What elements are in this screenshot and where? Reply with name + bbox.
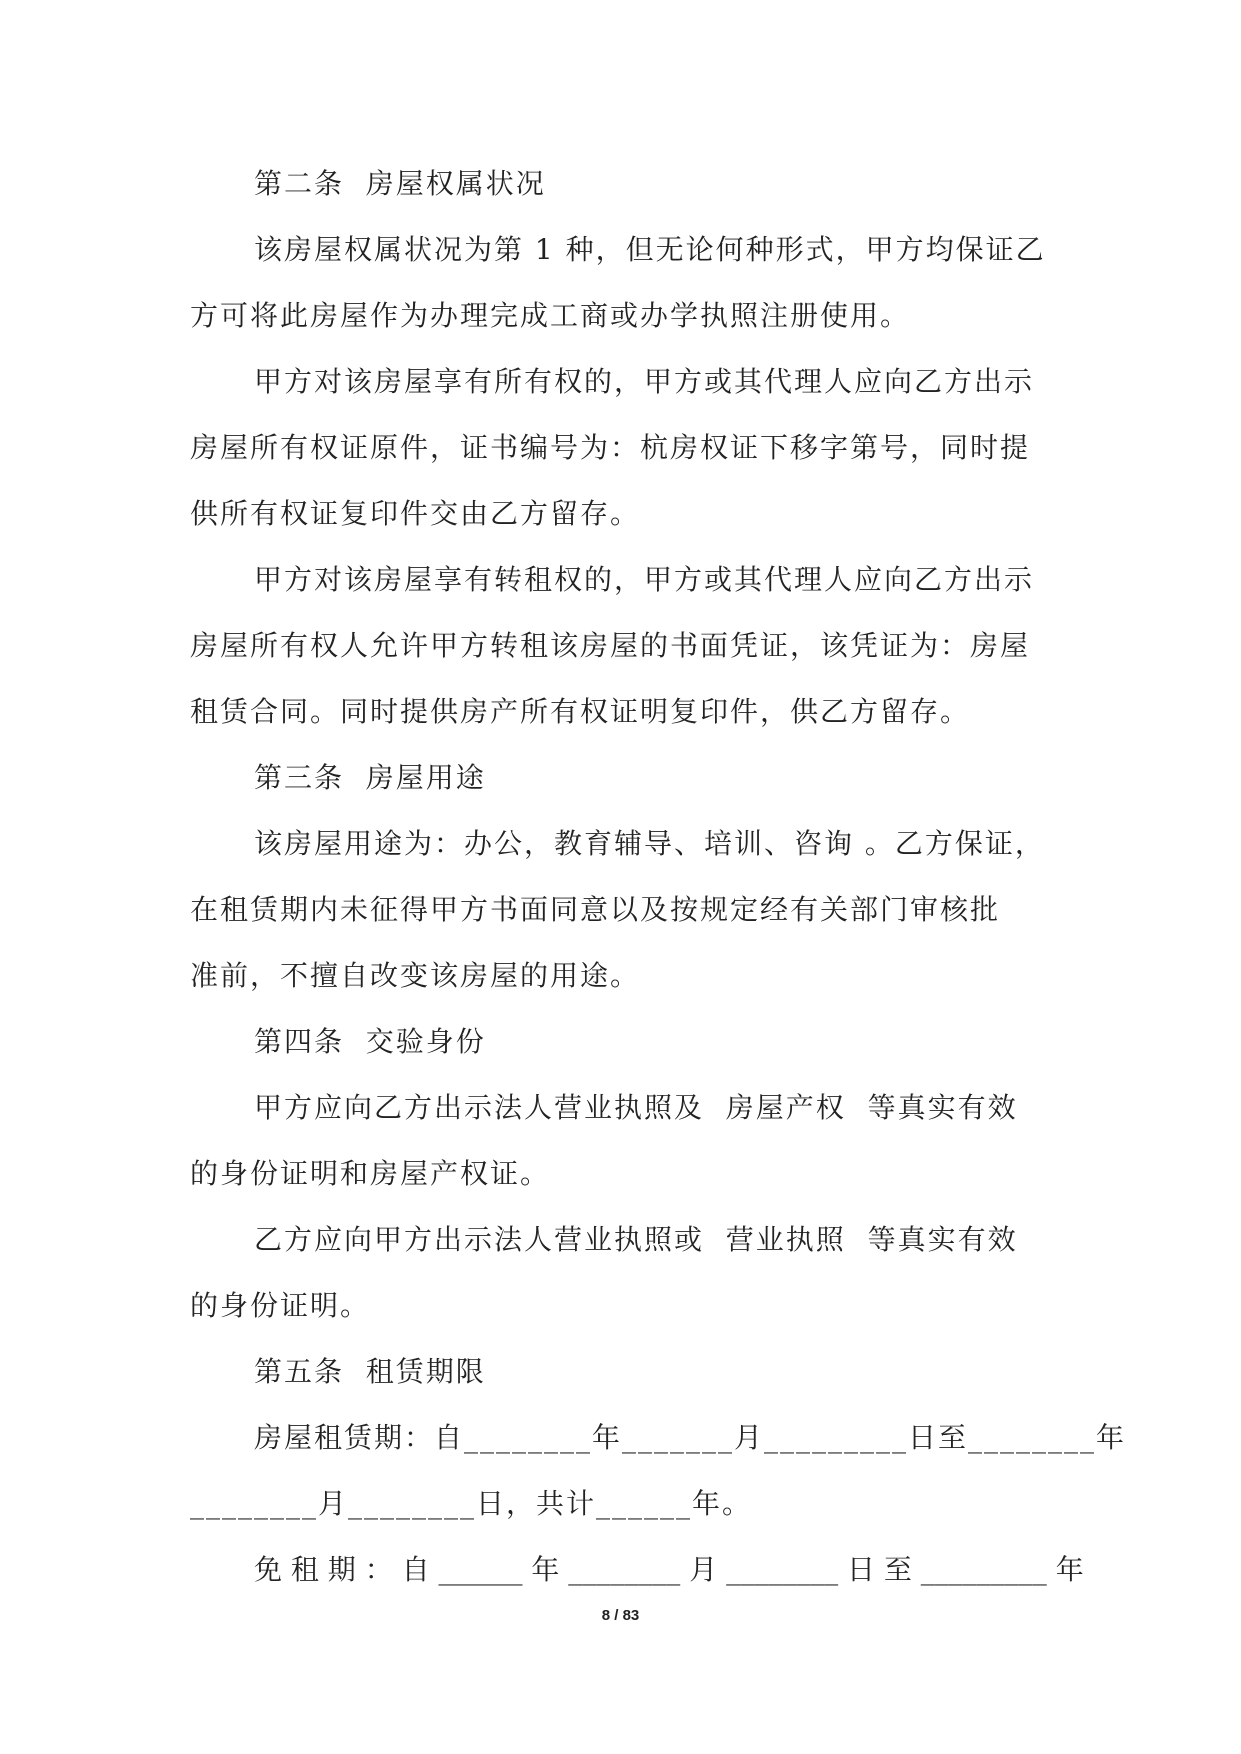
paragraph-line: 的身份证明和房屋产权证。 [190,1157,551,1190]
section-heading-3: 第三条 房屋用途 [254,761,486,794]
paragraph-line: 供所有权证复印件交由乙方留存。 [190,497,641,530]
section-heading-5: 第五条 租赁期限 [254,1355,486,1388]
paragraph-line: 甲方对该房屋享有转租权的，甲方或其代理人应向乙方出示 [254,563,1035,596]
paragraph-line: 房屋所有权人允许甲方转租该房屋的书面凭证，该凭证为：房屋 [190,629,1031,662]
paragraph-line: 在租赁期内未征得甲方书面同意以及按规定经有关部门审核批 [190,893,1001,926]
paragraph-line: 甲方对该房屋享有所有权的，甲方或其代理人应向乙方出示 [254,365,1035,398]
page-number: 8 / 83 [601,1607,640,1624]
paragraph-line: 房屋所有权证原件，证书编号为：杭房权证下移字第号，同时提 [190,431,1031,464]
paragraph-line: 的身份证明。 [190,1289,371,1322]
section-heading-4: 第四条 交验身份 [254,1025,486,1058]
rent-free-period-line: 免 租 期 ： 自 ______ 年 ________ 月 ________ 日 至 _________ 年 [254,1553,1084,1586]
lease-term-line: 房屋租赁期：自________年_______月_________日至________年 [254,1421,1127,1454]
paragraph-line: 该房屋权属状况为第 1 种，但无论何种形式，甲方均保证乙 [254,233,1046,266]
paragraph-line: 租赁合同。同时提供房产所有权证明复印件，供乙方留存。 [190,695,971,728]
paragraph-line: 甲方应向乙方出示法人营业执照及 房屋产权 等真实有效 [254,1091,1018,1124]
paragraph-line: 方可将此房屋作为办理完成工商或办学执照注册使用。 [190,299,911,332]
lease-term-line: ________月________日，共计______年。 [190,1487,753,1520]
paragraph-line: 准前，不擅自改变该房屋的用途。 [190,959,641,992]
section-heading-2: 第二条 房屋权属状况 [254,167,546,200]
paragraph-line: 乙方应向甲方出示法人营业执照或 营业执照 等真实有效 [254,1223,1018,1256]
paragraph-line: 该房屋用途为：办公，教育辅导、培训、咨询 。乙方保证， [254,827,1045,860]
